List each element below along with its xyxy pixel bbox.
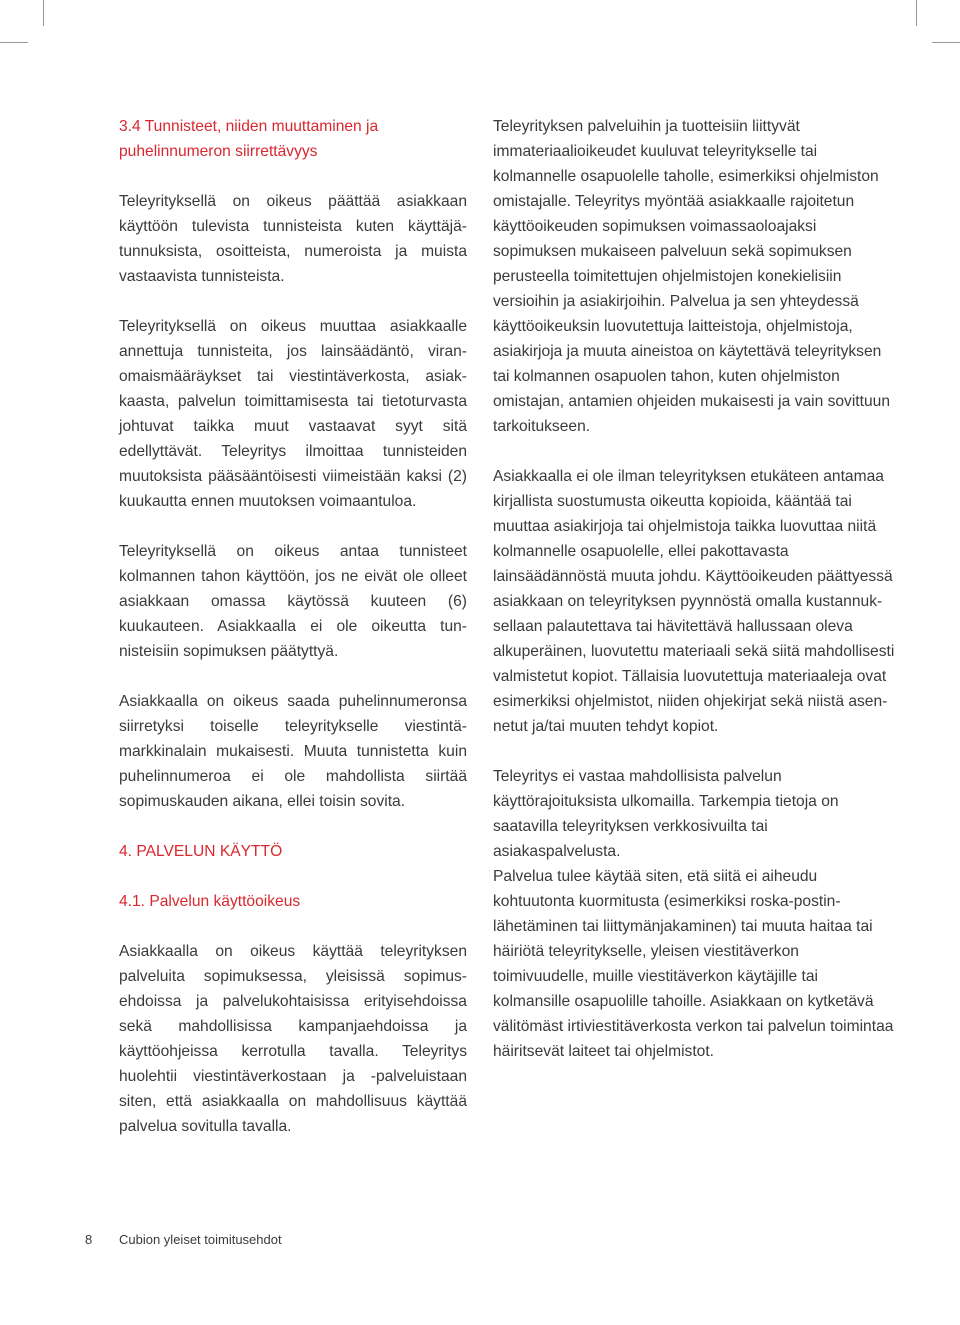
chapter-heading-4: 4. PALVELUN KÄYTTÖ [119, 843, 283, 860]
paragraph: Teleyrityksen palveluihin ja tuotteisiin liittyvät immateriaalioikeudet kuuluvat teleyritykselle tai kolmannelle osapuolelle taholle, esimerkiksi ohjelmiston omistajalle. Teleyritys myöntää asiakkaalle rajoitetun käyttöoikeuden sopimuksen voimassaoloajaksi sopimuksen mukaiseen palveluun sekä sopimuksen perusteella toimitettujen ohjelmistojen konekielisiin versioihin ja asiakirjoihin. Palvelua ja sen yhteydessä käyttöoikeuksin luovutettuja laitteistoja, ohjelmistoja, asiakirjoja ja muuta aineistoa on käytettävä teleyrityksen tai kolmannen osapuolen tahon, kuten ohjelmiston omistajan, antamien ohjeiden mukaisesti ja vain sovittuun tarkoitukseen. [493, 118, 890, 435]
crop-mark-top-right-horizontal [932, 42, 960, 43]
page-number: 8 [85, 1232, 93, 1247]
crop-mark-top-left-vertical [43, 0, 44, 26]
paragraph: Asiakkaalla on oikeus saada puhelinnumeronsa siirretyksi toiselle teleyritykselle viestintämarkkinalain mukaisesti. Muuta tunnistetta kuin puhelinnumeroa ei ole mahdollista siirtää sopimuskauden aikana, ellei toisin sovita. [119, 693, 467, 810]
right-column [493, 114, 895, 1089]
paragraph: Teleyrityksellä on oikeus muuttaa asiakkaalle annettuja tunnisteita, jos lainsäädäntö, viranomaismääräykset tai viestintäverkosta, asiakkaasta, palvelun toimittamisesta tai tietoturvasta johtuvat taikka muut vastaavat syyt sitä edellyttävät. Teleyritys ilmoittaa tunnisteiden muutoksista pääsääntöisesti viimeistään kaksi (2) kuukautta ennen muutoksen voimaantuloa. [119, 318, 467, 510]
paragraph: Palvelua tulee käytää siten, etä siitä ei aiheudu kohtuutonta kuormitusta (esimerkiksi roska-postinlähetäminen tai liittymänjakaminen) tai muuta haitaa tai häiriötä teleyritykselle, yleisen viestitäverkon toimivuudelle, muille viestitäverkon käytäjille tai kolmansille osapuolille tahoille. Asiakkaan on kytketävä välitömäst irtiviestitäverkosta verkon tai palvelun toimintaa häiritsevät laiteet tai ohjelmistot. [493, 868, 894, 1060]
subsection-heading-4-1: 4.1. Palvelun käyttöoikeus [119, 893, 301, 910]
crop-mark-top-left-horizontal [0, 42, 28, 43]
section-heading-3-4: 3.4 Tunnisteet, niiden muuttaminen ja puhelinnumeron siirrettävyys [119, 118, 379, 160]
paragraph: Asiakkaalla ei ole ilman teleyrityksen etukäteen antamaa kirjallista suostumusta oikeutta kopioida, kääntää tai muuttaa asiakirjoja tai ohjelmistoja taikka luovuttaa niitä kolmannelle osapuolelle, ellei pakottavasta lainsäädännöstä muuta johdu. Käyttöoikeuden päättyessä asiakkaan on teleyrityksen pyynnöstä omalla kustannuksellaan palautettava tai hävitettävä hallussaan oleva alkuperäinen, luovutettu materiaali sekä siitä mahdollisesti valmistetut kopiot. Tällaisia luovutettuja materiaaleja ovat esimerkiksi ohjelmistot, niiden ohjekirjat sekä niistä asennetut ja/tai muuten tehdyt kopiot. [493, 468, 895, 735]
paragraph: Teleyritys ei vastaa mahdollisista palvelun käyttörajoituksista ulkomailla. Tarkempia tietoja on saatavilla teleyrityksen verkkosivuilta tai asiakaspalvelusta. [493, 768, 839, 860]
paragraph: Teleyrityksellä on oikeus antaa tunnisteet kolmannen tahon käyttöön, jos ne eivät ole olleet asiakkaan omassa käytössä kuuteen (6) kuukauteen. Asiakkaalla ei ole oikeutta tunnisteisiin sopimuksen päätyttyä. [119, 543, 467, 660]
paragraph: Asiakkaalla on oikeus käyttää teleyrityksen palveluita sopimuksessa, yleisissä sopimusehdoissa ja palvelukohtaisissa erityisehdoissa sekä mahdollisissa kampanjaehdoissa ja käyttöohjeissa kerrotulla tavalla. Teleyritys huolehtii viestintäverkostaan ja -palveluistaan siten, että asiakkaalla on mahdollisuus käyttää palvelua sovitulla tavalla. [119, 943, 467, 1135]
left-column [119, 114, 467, 1164]
document-title: Cubion yleiset toimitusehdot [119, 1232, 282, 1247]
paragraph: Teleyrityksellä on oikeus päättää asiakkaan käyttöön tulevista tunnisteista kuten käyttäjätunnuksista, osoitteista, numeroista ja muista vastaavista tunnisteista. [119, 193, 467, 285]
crop-mark-top-right-vertical [916, 0, 917, 26]
